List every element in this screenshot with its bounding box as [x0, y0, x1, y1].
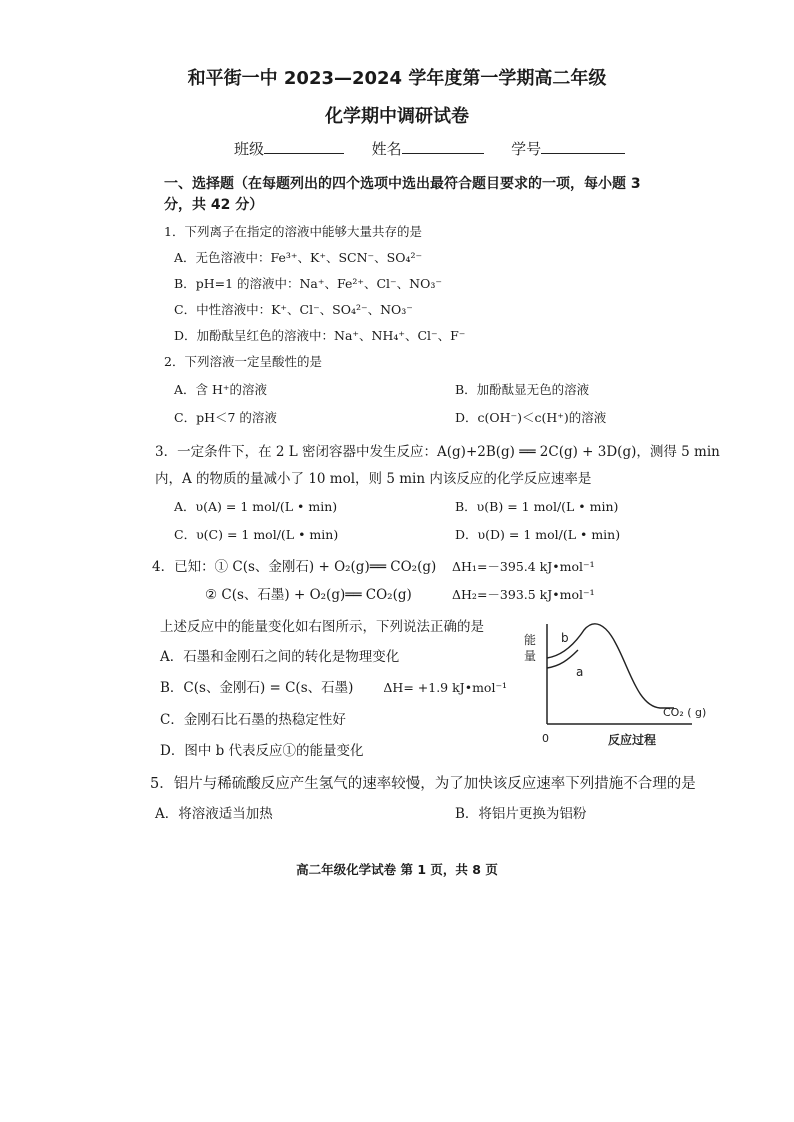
q3-option-b: B．υ(B) = 1 mol/(L • min)	[455, 499, 619, 514]
q3-option-a: A．υ(A) = 1 mol/(L • min)	[174, 499, 338, 514]
q4-dh2: ΔH₂=－393.5 kJ•mol⁻¹	[452, 587, 595, 602]
section-heading-line1: 一、选择题（在每题列出的四个选项中选出最符合题目要求的一项，每小题 3	[164, 176, 641, 192]
curve-a-label: a	[576, 665, 584, 679]
q4-stem: 上述反应中的能量变化如右图所示，下列说法正确的是	[160, 619, 484, 635]
exam-subtitle: 化学期中调研试卷	[325, 106, 469, 127]
q4-option-b-text: B．C(s、金刚石) = C(s、石墨)	[160, 680, 354, 696]
q3-stem-line2: 内，A 的物质的量减小了 10 mol，则 5 min 内该反应的化学反应速率是	[155, 471, 592, 487]
q2-option-b: B．加酚酞显无色的溶液	[455, 382, 590, 397]
q1-option-c-text: 中性溶液中：K⁺、Cl⁻、SO₄²⁻、NO₃⁻	[196, 302, 413, 317]
energy-diagram	[520, 620, 710, 750]
id-label: 学号	[511, 140, 542, 158]
q1-option-d-text: 加酚酞呈红色的溶液中：Na⁺、NH₄⁺、Cl⁻、F⁻	[196, 328, 466, 343]
y-axis-label-1: 能	[524, 633, 537, 647]
q1-option-b-label: B．	[174, 276, 196, 291]
page-footer: 高二年级化学试卷 第 1 页，共 8 页	[296, 862, 498, 877]
q1-option-b-text: pH=1 的溶液中：Na⁺、Fe²⁺、Cl⁻、NO₃⁻	[195, 276, 442, 291]
product-label: CO₂ ( g)	[663, 706, 707, 719]
q2-stem: 2．下列溶液一定呈酸性的是	[164, 354, 322, 369]
q2-option-c: C．pH＜7 的溶液	[174, 410, 277, 425]
q4-option-b-dh: ΔH= +1.9 kJ•mol⁻¹	[383, 680, 508, 695]
name-field[interactable]	[402, 139, 484, 154]
q1-stem: 1．下列离子在指定的溶液中能够大量共存的是	[164, 224, 422, 239]
name-label: 姓名	[371, 140, 402, 158]
q1-option-b	[174, 274, 442, 292]
q3-option-c: C．υ(C) = 1 mol/(L • min)	[174, 527, 339, 542]
q5-option-a: A．将溶液适当加热	[155, 806, 273, 822]
q1-option-a	[174, 248, 422, 266]
q3-stem-line1: 3．一定条件下，在 2 L 密闭容器中发生反应：A(g)+2B(g) ══ 2C(g) + 3D(g)，测得 5 min	[155, 444, 720, 460]
q4-equation-2: ② C(s、石墨) + O₂(g)══ CO₂(g)	[205, 587, 412, 603]
x-axis-label: 反应过程	[608, 733, 657, 747]
q1-option-a-text: 无色溶液中：Fe³⁺、K⁺、SCN⁻、SO₄²⁻	[195, 250, 423, 265]
q4-dh1: ΔH₁=－395.4 kJ•mol⁻¹	[452, 559, 595, 574]
q5-option-b: B．将铝片更换为铝粉	[455, 806, 587, 822]
q1-option-c	[174, 300, 413, 318]
origin-label: 0	[542, 732, 549, 745]
q4-option-d: D．图中 b 代表反应①的能量变化	[160, 743, 364, 759]
y-axis-label-2: 量	[524, 649, 537, 663]
q3-option-d: D．υ(D) = 1 mol/(L • min)	[455, 527, 621, 542]
q2-option-a: A．含 H⁺的溶液	[174, 382, 267, 397]
q4-option-c: C．金刚石比石墨的热稳定性好	[160, 712, 346, 728]
student-info-row	[234, 138, 625, 159]
class-label: 班级	[234, 140, 265, 158]
q5-stem: 5．铝片与稀硫酸反应产生氢气的速率较慢，为了加快该反应速率下列措施不合理的是	[150, 776, 696, 792]
q1-option-c-label: C．	[174, 302, 197, 317]
q1-option-d	[174, 326, 465, 344]
q1-option-d-label: D．	[174, 328, 197, 343]
section-heading-line2: 分，共 42 分）	[164, 197, 264, 213]
q4-option-a: A．石墨和金刚石之间的转化是物理变化	[160, 649, 400, 665]
q4-option-b	[160, 676, 507, 696]
curve-b-label: b	[561, 631, 569, 645]
q2-option-d: D．c(OH⁻)＜c(H⁺)的溶液	[455, 410, 607, 425]
id-field[interactable]	[541, 139, 625, 154]
class-field[interactable]	[264, 139, 344, 154]
exam-title: 和平街一中 2023—2024 学年度第一学期高二年级	[187, 68, 607, 89]
q1-option-a-label: A．	[174, 250, 196, 265]
q4-equation-1: 4．已知：① C(s、金刚石) + O₂(g)══ CO₂(g)	[152, 559, 437, 575]
